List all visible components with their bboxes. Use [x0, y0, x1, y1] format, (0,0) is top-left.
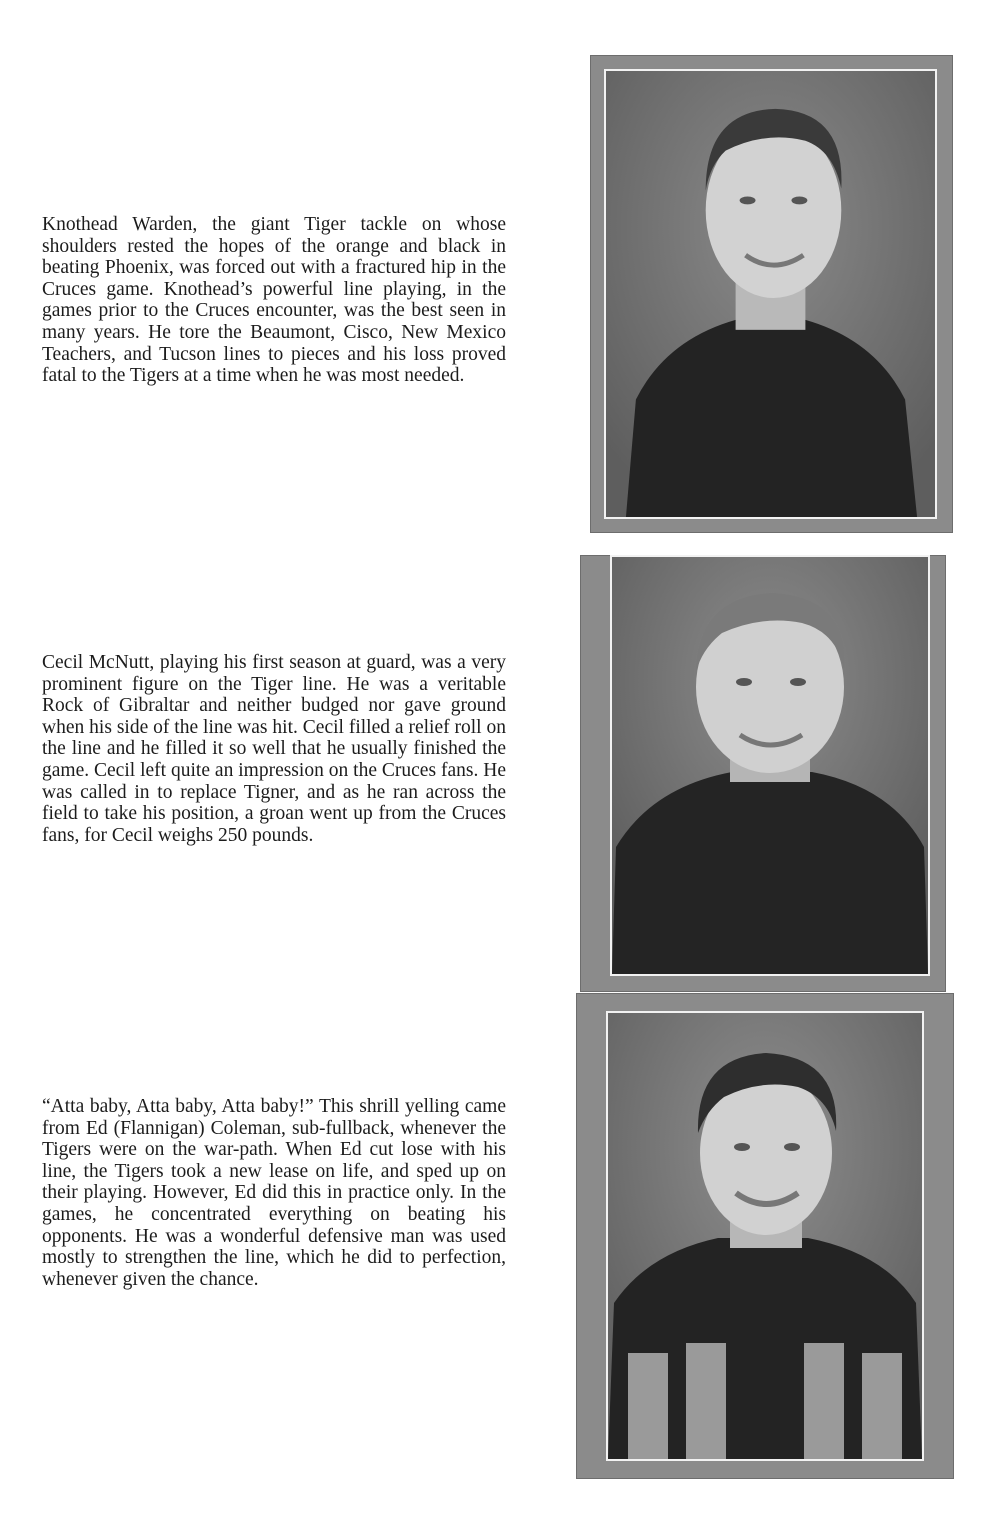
portrait-photo-warden: [606, 71, 935, 517]
bio-paragraph-coleman: “Atta baby, Atta baby, Atta baby!” This shrill yelling came from Ed (Flannigan) Coleman, sub-fullback, whenever the Tigers were on the war-path. When Ed cut lose with his line, the Tigers took a new lease on life, and sped up on their playing. However, Ed did this in practice only. In the games, he concentrated everything on beating his opponents. He was a wonderful defensive man was used mostly to strengthen the line, which he did to perfection, whenever given the chance.: [42, 1096, 506, 1290]
photo-frame: [604, 69, 937, 519]
photo-mount-mcnutt: [580, 555, 946, 992]
photo-mount-warden: [590, 55, 953, 533]
portrait-photo-mcnutt: [612, 557, 928, 974]
portrait-photo-coleman: [608, 1013, 922, 1459]
photo-frame: [610, 555, 930, 976]
photo-frame: [606, 1011, 924, 1461]
bio-paragraph-warden: Knothead Warden, the giant Tiger tackle on whose shoulders rested the hopes of the orange and black in beating Phoenix, was forced out with a fractured hip in the Cruces game. Knothead’s powerful line playing, in the games prior to the Cruces encounter, was the best seen in many years. He tore the Beaumont, Cisco, New Mexico Teachers, and Tucson lines to pieces and his loss proved fatal to the Tigers at a time when he was most needed.: [42, 214, 506, 387]
photo-mount-coleman: [576, 993, 954, 1479]
bio-paragraph-mcnutt: Cecil McNutt, playing his first season at guard, was a very prominent figure on the Tiger line. He was a veritable Rock of Gibraltar and neither budged nor gave ground when his side of the line was hit. Cecil filled a relief roll on the line and he filled it so well that he usually finished the game. Cecil left quite an impression on the Cruces fans. He was called in to replace Tigner, and as he ran across the field to take his position, a groan went up from the Cruces fans, for Cecil weighs 250 pounds.: [42, 652, 506, 846]
